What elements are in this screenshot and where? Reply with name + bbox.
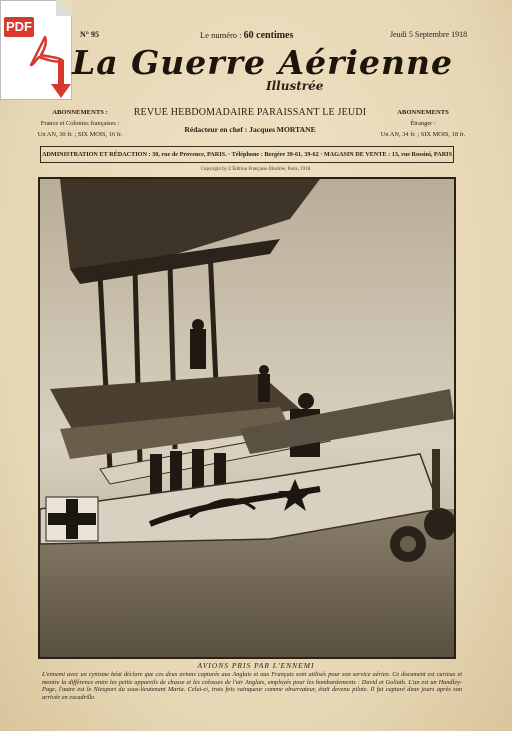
- price-prefix: Le numéro :: [200, 30, 242, 40]
- subscriptions-rates: Un AN, 30 fr. ; SIX MOIS, 16 fr.: [37, 131, 123, 138]
- tagline: REVUE HEBDOMADAIRE PARAISSANT LE JEUDI: [133, 107, 367, 118]
- masthead-subtitle: Illustrée: [266, 79, 324, 93]
- download-arrow-icon[interactable]: [51, 60, 71, 100]
- caption-text: L'ennemi avec un cynisme béat déclare que ces deux avions capturés aux Anglais et aux Français sont utilisés pour son service aérien. Ce document est curieux et montre la différence entre les petits appareils de chasse et les colosses de l'air Anglais, employés pour les bombardements : David et Goliath. L'un est un Handley-Page, l'autre est le Nieuport du sous-lieutenant Maria. Celui-ci, trois fois vainqueur comme observateur, était devenu pilote. Il fut capturé deux jours après son arrivée en escadrille.: [42, 671, 462, 701]
- copyright-line: Copyright by L'Édition Française Illustrée, Paris, 1918.: [200, 167, 312, 172]
- editor-line: Rédacteur en chef : Jacques MORTANE: [184, 125, 316, 134]
- subscriptions-heading: ABONNEMENTS :: [52, 109, 108, 116]
- subscriptions-region: Étranger :: [410, 120, 436, 127]
- subscriptions-heading: ABONNEMENTS: [397, 109, 449, 116]
- photograph: [38, 177, 456, 659]
- subscriptions-region: France et Colonies françaises :: [40, 120, 120, 127]
- aircraft-photo-illustration: [40, 179, 454, 657]
- pdf-label: PDF: [4, 17, 34, 37]
- issue-number: N° 95: [80, 30, 99, 39]
- administration-box: ADMINISTRATION ET RÉDACTION : 30, rue de Provence, PARIS. · Téléphone : Bergère 39-61, 39-62 · MAGASIN DE VENTE : 13, rue Rossini, PARIS: [40, 146, 454, 163]
- subscriptions-abroad: [368, 107, 478, 140]
- issue-price: [200, 30, 293, 41]
- subscriptions-france: [30, 107, 130, 140]
- page-fold: [56, 0, 72, 16]
- masthead-title: La Guerre Aérienne: [72, 43, 453, 82]
- caption-title: AVIONS PRIS PAR L'ENNEMI: [197, 661, 315, 670]
- subscriptions-rates: Un AN, 34 fr. ; SIX MOIS, 18 fr.: [380, 131, 466, 138]
- price-value: 60 centimes: [243, 30, 294, 41]
- issue-date: Jeudi 5 Septembre 1918: [390, 30, 468, 39]
